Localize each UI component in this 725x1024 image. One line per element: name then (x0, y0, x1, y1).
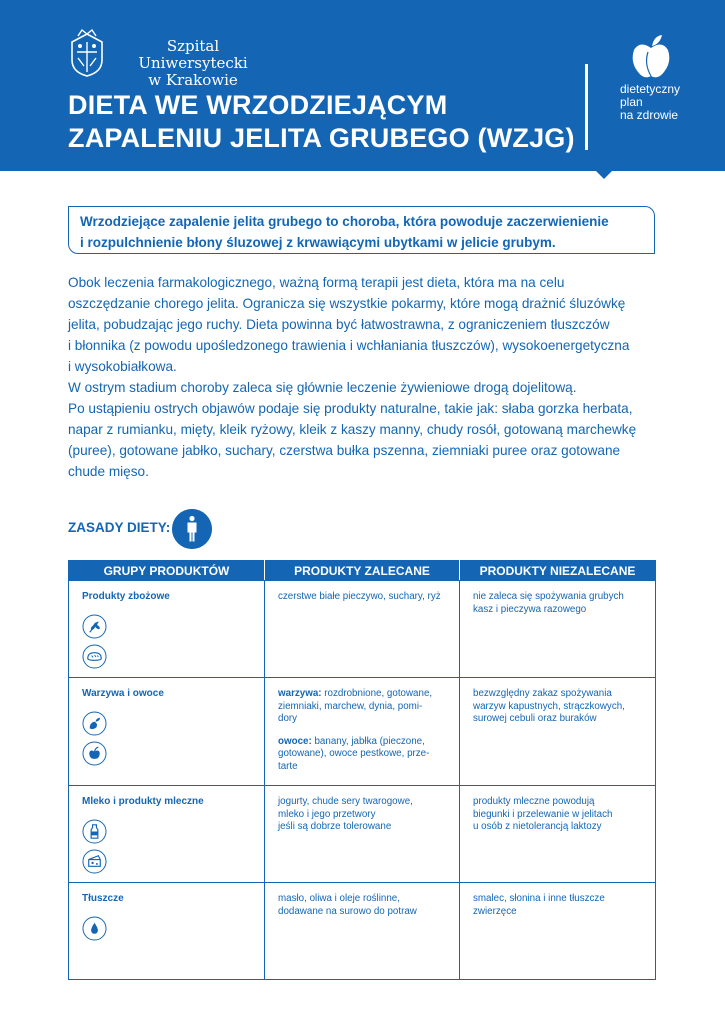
group-name: Mleko i produkty mleczne (82, 796, 204, 807)
column-header: PRODUKTY ZALECANE (265, 561, 460, 581)
milk-bottle-icon (82, 819, 107, 844)
hospital-name: Szpital Uniwersytecki w Krakowie (138, 37, 248, 89)
group-name: Warzywa i owoce (82, 688, 164, 699)
oil-drop-icon (82, 916, 107, 941)
diet-table (68, 560, 656, 980)
apple-icon (82, 741, 107, 766)
not-recommended-cell: smalec, słonina i inne tłuszcze zwierzęce (460, 883, 656, 980)
fruits-label: owoce: (278, 735, 312, 747)
not-recommended-cell: nie zaleca się spożywania grubych kasz i pieczywa razowego (460, 581, 656, 678)
column-header: PRODUKTY NIEZALECANE (460, 561, 656, 581)
recommended-cell: jogurty, chude sery twarogowe, mleko i jego przetwory jeśli są dobrze tolerowane (265, 786, 460, 883)
not-recommended-cell: produkty mleczne powodują biegunki i przelewanie w jelitach u osób z nietolerancją laktozy (460, 786, 656, 883)
not-recommended-cell: bezwzględny zakaz spożywania warzyw kapustnych, strączkowych, surowej cebuli oraz buraków (460, 678, 656, 786)
table-row (69, 678, 656, 786)
bread-icon (82, 644, 107, 669)
cheese-icon (82, 849, 107, 874)
apple-logo-icon (630, 34, 672, 80)
group-cell (69, 883, 265, 980)
hospital-crest-logo (68, 28, 106, 78)
plan-logo-text: dietetyczny plan na zdrowie (620, 82, 681, 122)
section-heading: ZASADY DIETY: (68, 520, 171, 535)
vegetable-icon (82, 711, 107, 736)
table-row (69, 883, 656, 980)
table-header-row (69, 561, 656, 581)
recommended-cell: warzywa: rozdrobnione, gotowane, ziemniaki, marchew, dynia, pomi- dory owoce: banany, jabłka (pieczone, gotowane), owoce pestkowe, prze- tarte (265, 678, 460, 786)
group-cell (69, 786, 265, 883)
recommended-cell: masło, oliwa i oleje roślinne, dodawane na surowo do potraw (265, 883, 460, 980)
body-paragraph: Obok leczenia farmakologicznego, ważną formą terapii jest dieta, która ma na celu oszczędzanie chorego jelita. Ogranicza się wszystkie pokarmy, które mogą drażnić śluzówkę jelita, pobudzając jego ruchy. Dieta powinna być łatwostrawna, z ograniczeniem tłuszczów i błonnika (z powodu upośledzonego trawienia i wchłaniania tłuszczów), wysokoenergetyczna i wysokobiałkowa. W ostrym stadium choroby zaleca się głównie leczenie żywieniowe drogą dojelitową. Po ustąpieniu ostrych objawów podaje się produkty naturalne, takie jak: słaba gorzka herbata, napar z rumianku, mięty, kleik ryżowy, kleik z kaszy manny, chudy rosół, gotowaną marchewkę (puree), gotowane jabłko, suchary, czerstwa bułka pszenna, ziemniaki puree oraz gotowane chude mięso. (68, 275, 637, 479)
banner-notch (596, 171, 612, 179)
vegetables-label: warzywa: (278, 688, 322, 699)
group-cell (69, 581, 265, 678)
group-name: Tłuszcze (82, 893, 124, 904)
intro-text: Wrzodziejące zapalenie jelita grubego to choroba, która powoduje zaczerwienienie i rozpulchnienie błony śluzowej z krwawiącymi ubytkami w jelicie grubym. (80, 214, 609, 250)
wheat-icon (82, 614, 107, 639)
group-cell (69, 678, 265, 786)
header-divider (585, 64, 588, 150)
table-row (69, 581, 656, 678)
person-icon (172, 509, 212, 549)
group-name: Produkty zbożowe (82, 591, 170, 602)
table-row (69, 786, 656, 883)
column-header: GRUPY PRODUKTÓW (69, 561, 265, 581)
recommended-cell: czerstwe białe pieczywo, suchary, ryż (265, 581, 460, 678)
page-title: DIETA WE WRZODZIEJĄCYM ZAPALENIU JELITA GRUBEGO (WZJG) (68, 90, 575, 153)
